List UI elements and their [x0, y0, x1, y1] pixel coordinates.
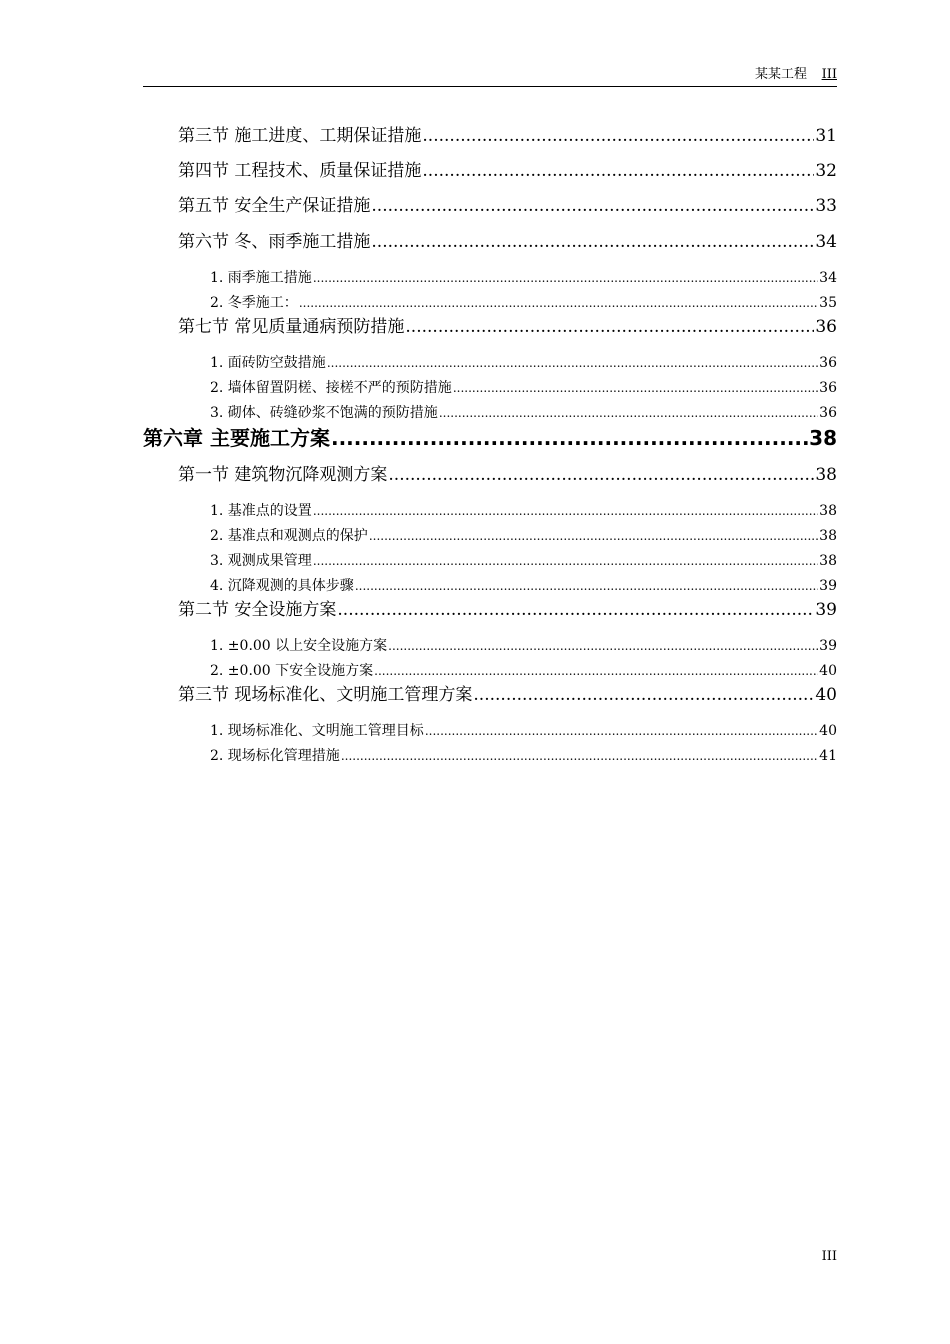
header-page-number: III: [821, 67, 837, 82]
toc-leader-dots: [422, 160, 814, 182]
toc-entry-title: 2. 墙体留置阴槎、接槎不严的预防措施: [210, 380, 452, 396]
toc-leader-dots: [473, 684, 814, 706]
toc-leader-dots: [369, 527, 818, 545]
toc-entry[interactable]: [210, 294, 837, 312]
toc-leader-dots: [371, 231, 814, 253]
toc-entry[interactable]: [178, 160, 837, 182]
toc-entry[interactable]: [210, 747, 837, 765]
toc-entry-title: 第六节 冬、雨季施工措施: [178, 232, 371, 252]
toc-entry[interactable]: [210, 637, 837, 655]
toc-entry-page: 35: [819, 295, 837, 311]
toc-leader-dots: [388, 637, 818, 655]
toc-entry[interactable]: [178, 231, 837, 253]
toc-entry-page: 34: [815, 232, 837, 252]
toc-leader-dots: [331, 425, 808, 451]
toc-leader-dots: [425, 722, 818, 740]
toc-entry[interactable]: [210, 527, 837, 545]
toc-entry-page: 36: [819, 405, 837, 421]
toc-entry-page: 39: [819, 578, 837, 594]
toc-entry-page: 34: [819, 270, 837, 286]
toc-entry[interactable]: [210, 354, 837, 372]
toc-entry-page: 36: [819, 355, 837, 371]
toc-leader-dots: [405, 316, 814, 338]
toc-leader-dots: [327, 354, 818, 372]
toc-entry-page: 36: [815, 317, 837, 337]
toc-entry-page: 40: [815, 685, 837, 705]
toc-entry-page: 38: [819, 528, 837, 544]
toc-entry-page: 39: [815, 600, 837, 620]
toc-entry-title: 1. 雨季施工措施: [210, 270, 312, 286]
toc-leader-dots: [337, 599, 814, 621]
toc-entry-title: 第二节 安全设施方案: [178, 600, 337, 620]
toc-entry-page: 38: [819, 553, 837, 569]
toc-entry[interactable]: [210, 552, 837, 570]
toc-leader-dots: [313, 269, 818, 287]
toc-entry-title: 第三节 施工进度、工期保证措施: [178, 126, 422, 146]
toc-entry-page: 32: [815, 161, 837, 181]
toc-leader-dots: [422, 125, 814, 147]
page-header: [143, 66, 837, 87]
toc-entry-page: 38: [815, 465, 837, 485]
toc-entry-title: 第一节 建筑物沉降观测方案: [178, 465, 388, 485]
toc-entry-page: 38: [819, 503, 837, 519]
toc-leader-dots: [439, 404, 818, 422]
toc-entry[interactable]: [210, 269, 837, 287]
toc-entry-page: 33: [815, 196, 837, 216]
toc-entry-page: 41: [819, 748, 837, 764]
toc-entry-page: 40: [819, 663, 837, 679]
header-title: 某某工程: [754, 67, 807, 82]
toc-entry[interactable]: [178, 316, 837, 338]
toc-entry-title: 1. ±0.00 以上安全设施方案: [210, 638, 388, 654]
toc-entry[interactable]: [210, 722, 837, 740]
toc-entry-title: 第七节 常见质量通病预防措施: [178, 317, 405, 337]
toc-entry[interactable]: [210, 662, 837, 680]
toc-entry-page: 40: [819, 723, 837, 739]
toc-entry-title: 3. 观测成果管理: [210, 553, 312, 569]
toc-entry-title: 2. 基准点和观测点的保护: [210, 528, 368, 544]
toc-leader-dots: [313, 502, 818, 520]
toc-entry-page: 31: [815, 126, 837, 146]
toc-entry-title: 1. 现场标准化、文明施工管理目标: [210, 723, 424, 739]
toc-entry-page: 36: [819, 380, 837, 396]
toc-leader-dots: [341, 747, 818, 765]
toc-entry[interactable]: [210, 502, 837, 520]
toc-entry-page: 38: [809, 426, 837, 450]
toc-entry-title: 2. 现场标化管理措施: [210, 748, 340, 764]
toc-leader-dots: [453, 379, 818, 397]
toc-entry-title: 第三节 现场标准化、文明施工管理方案: [178, 685, 473, 705]
toc-entry[interactable]: [178, 195, 837, 217]
toc-leader-dots: [313, 552, 818, 570]
toc-leader-dots: [355, 577, 818, 595]
toc-chapter-entry[interactable]: [143, 425, 837, 451]
toc-entry-title: 2. 冬季施工：: [210, 295, 298, 311]
toc-entry-title: 1. 基准点的设置: [210, 503, 312, 519]
toc-entry[interactable]: [178, 599, 837, 621]
toc-entry[interactable]: [178, 125, 837, 147]
toc-leader-dots: [299, 294, 818, 312]
toc-entry-title: 4. 沉降观测的具体步骤: [210, 578, 354, 594]
toc-entry[interactable]: [210, 379, 837, 397]
toc-entry-title: 第六章 主要施工方案: [143, 426, 330, 450]
footer-page-number: III: [821, 1249, 837, 1264]
toc-entry[interactable]: [178, 464, 837, 486]
toc-entry-title: 2. ±0.00 下安全设施方案: [210, 663, 374, 679]
toc-entry-title: 1. 面砖防空鼓措施: [210, 355, 326, 371]
toc-entry[interactable]: [178, 684, 837, 706]
toc-entry-title: 3. 砌体、砖缝砂浆不饱满的预防措施: [210, 405, 438, 421]
toc-entry-title: 第四节 工程技术、质量保证措施: [178, 161, 422, 181]
toc-leader-dots: [374, 662, 818, 680]
toc-entry[interactable]: [210, 404, 837, 422]
toc-entry[interactable]: [210, 577, 837, 595]
toc-entry-page: 39: [819, 638, 837, 654]
toc-entry-title: 第五节 安全生产保证措施: [178, 196, 371, 216]
toc-leader-dots: [371, 195, 814, 217]
toc-leader-dots: [388, 464, 814, 486]
